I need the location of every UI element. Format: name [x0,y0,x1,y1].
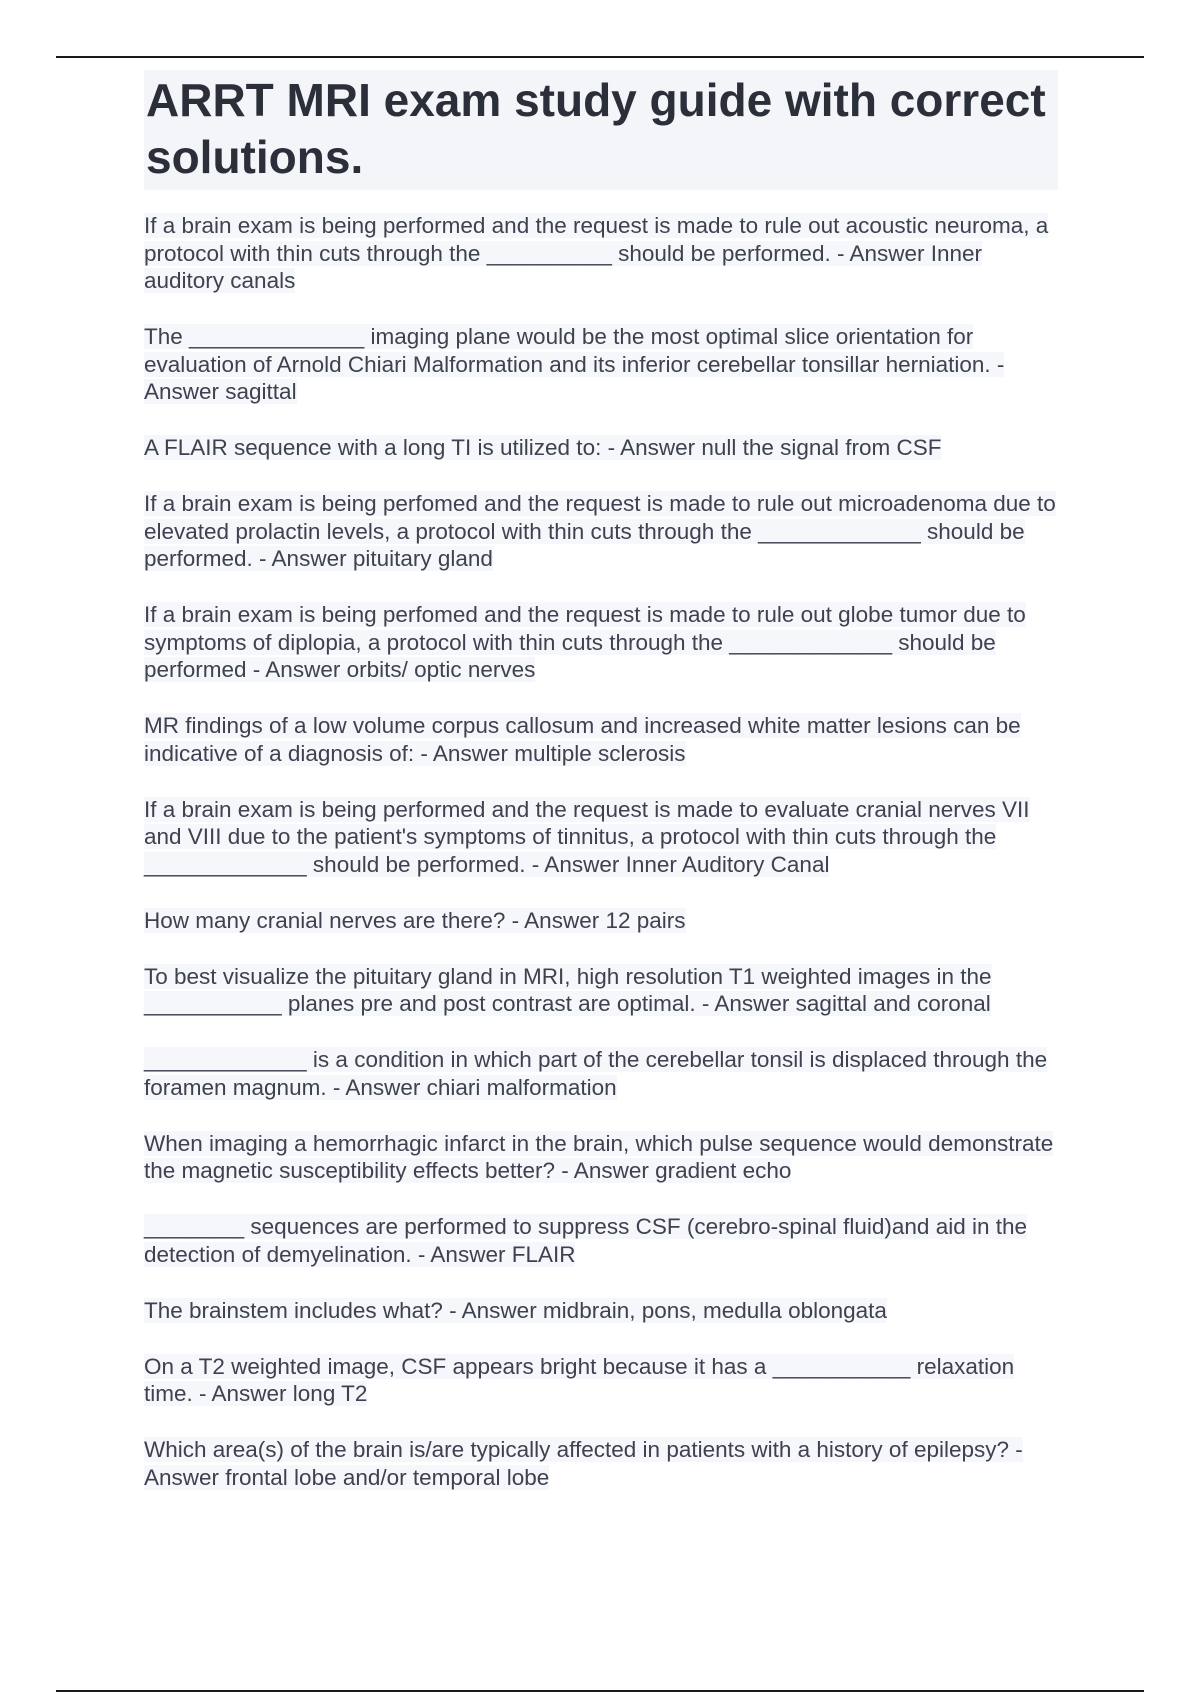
qa-list [144,212,1058,1491]
qa-text: The brainstem includes what? - Answer midbrain, pons, medulla oblongata [144,1297,887,1323]
qa-item [144,796,1058,879]
qa-item [144,212,1058,295]
qa-item [144,1436,1058,1491]
qa-text: If a brain exam is being perfomed and the request is made to rule out globe tumor due to symptoms of diplopia, a protocol with thin cuts through the _____________ should be performed - Answer orbits/ optic nerves [144,602,1026,682]
qa-text: MR findings of a low volume corpus callosum and increased white matter lesions can be indicative of a diagnosis of: - Answer multiple sclerosis [144,713,1021,766]
qa-item [144,963,1058,1018]
qa-text: ________ sequences are performed to suppress CSF (cerebro-spinal fluid)and aid in the detection of demyelination. - Answer FLAIR [144,1214,1028,1267]
qa-item [144,323,1058,406]
qa-item [144,601,1058,684]
qa-item [144,1297,1058,1325]
qa-text: A FLAIR sequence with a long TI is utilized to: - Answer null the signal from CSF [144,435,942,460]
qa-item [144,1213,1058,1268]
qa-text: How many cranial nerves are there? - Answer 12 pairs [144,907,686,933]
qa-text: Which area(s) of the brain is/are typically affected in patients with a history of epilepsy? - Answer frontal lobe and/or temporal lobe [144,1437,1023,1490]
qa-item [144,1353,1058,1408]
qa-text: _____________ is a condition in which part of the cerebellar tonsil is displaced through the foramen magnum. - Answer chiari malformation [144,1047,1048,1100]
qa-item [144,434,1058,462]
qa-text: If a brain exam is being performed and the request is made to rule out acoustic neuroma, a protocol with thin cuts through the __________ should be performed. - Answer Inner auditory canals [144,213,1049,293]
qa-item [144,907,1058,935]
qa-text: The ______________ imaging plane would be the most optimal slice orientation for evaluation of Arnold Chiari Malformation and its inferior cerebellar tonsillar herniation. - Answer sagittal [144,324,1005,404]
document-body [144,70,1058,1520]
bottom-rule [56,1690,1144,1692]
qa-item [144,1046,1058,1101]
qa-text: When imaging a hemorrhagic infarct in the brain, which pulse sequence would demonstrate the magnetic susceptibility effects better? - Answer gradient echo [144,1130,1054,1183]
top-rule [56,56,1144,58]
qa-text: On a T2 weighted image, CSF appears bright because it has a ___________ relaxation time. - Answer long T2 [144,1353,1015,1406]
document-title: ARRT MRI exam study guide with correct solutions. [146,74,1046,183]
title-block [144,70,1058,190]
qa-text: If a brain exam is being perfomed and the request is made to rule out microadenoma due to elevated prolactin levels, a protocol with thin cuts through the _____________ should be performed. - Answer pituitary gland [144,491,1056,571]
qa-text: If a brain exam is being performed and the request is made to evaluate cranial nerves VII and VIII due to the patient's symptoms of tinnitus, a protocol with thin cuts through the _____________ should be performed. - Answer Inner Auditory Canal [144,796,1030,877]
qa-text: To best visualize the pituitary gland in MRI, high resolution T1 weighted images in the ___________ planes pre and post contrast are optimal. - Answer sagittal and coronal [144,963,992,1016]
qa-item [144,712,1058,767]
qa-item [144,1130,1058,1185]
qa-item [144,490,1058,573]
